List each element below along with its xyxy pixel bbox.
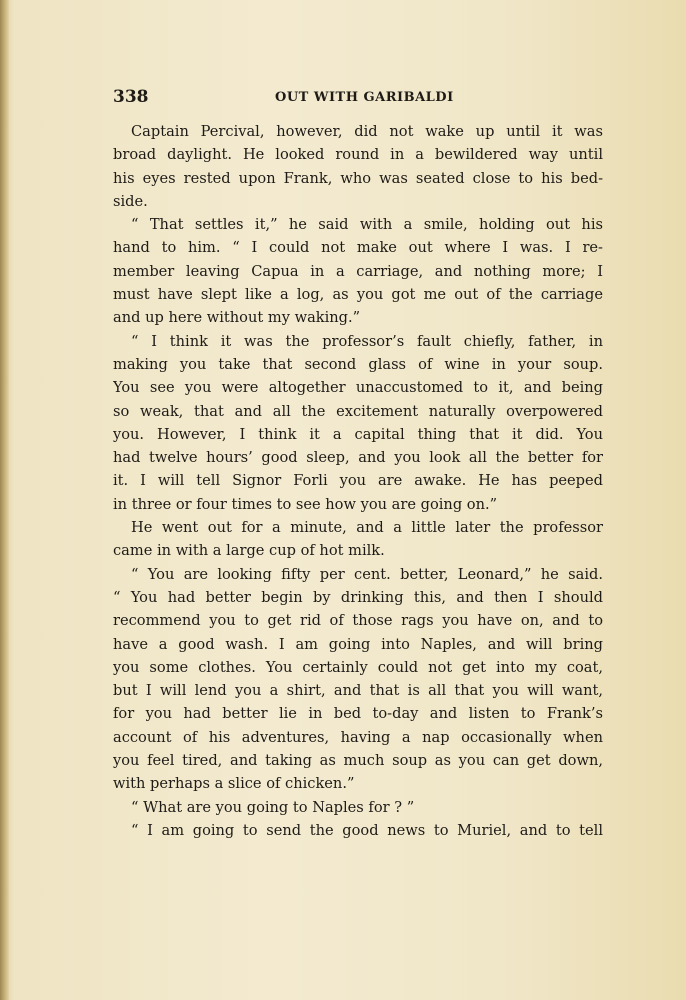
text-line: with perhaps a slice of chicken.” — [113, 775, 355, 793]
text-line: broad daylight. He looked round in a bewildered way until — [113, 146, 603, 164]
text-line: it. I will tell Signor Forli you are awake. He has peeped — [113, 472, 603, 490]
text-line: you feel tired, and taking as much soup as you can get down, — [113, 752, 603, 770]
text-line: so weak, that and all the excitement naturally overpowered — [113, 402, 603, 420]
page-number: 338 — [113, 87, 149, 107]
text-line: “ That settles it,” he said with a smile, holding out his — [131, 216, 603, 234]
text-line: you. However, I think it a capital thing that it did. You — [113, 425, 603, 443]
running-head: OUT WITH GARIBALDI — [275, 90, 454, 105]
text-line: you some clothes. You certainly could not get into my coat, — [113, 658, 603, 676]
text-line: hand to him. “ I could not make out where I was. I re- — [113, 239, 603, 257]
text-line: his eyes rested upon Frank, who was seated close to his bed- — [113, 169, 603, 187]
text-line: “ You had better begin by drinking this, and then I should — [113, 588, 603, 606]
text-line: “ I think it was the professor’s fault chiefly, father, in — [131, 332, 603, 350]
text-line: and up here without my waking.” — [113, 309, 361, 327]
text-line: came in with a large cup of hot milk. — [113, 542, 385, 560]
text-line: recommend you to get rid of those rags you have on, and to — [113, 612, 603, 630]
text-line: “ What are you going to Naples for ? ” — [131, 798, 415, 816]
page-header — [113, 86, 603, 112]
text-line: member leaving Capua in a carriage, and nothing more; I — [113, 262, 603, 280]
text-line: but I will lend you a shirt, and that is all that you will want, — [113, 682, 603, 700]
text-line: You see you were altogether unaccustomed to it, and being — [113, 379, 603, 397]
text-line: for you had better lie in bed to-day and listen to Frank’s — [113, 705, 603, 723]
body-text — [113, 120, 603, 842]
text-line: side. — [113, 192, 148, 210]
text-line: account of his adventures, having a nap occasionally when — [113, 728, 603, 746]
text-line: must have slept like a log, as you got me out of the carriage — [113, 286, 603, 304]
text-line: “ You are looking fifty per cent. better, Leonard,” he said. — [131, 565, 603, 583]
text-line: had twelve hours’ good sleep, and you look all the better for — [113, 449, 603, 467]
text-line: have a good wash. I am going into Naples, and will bring — [113, 635, 603, 653]
book-spine-edge — [0, 0, 9, 1000]
text-line: making you take that second glass of wine in your soup. — [113, 355, 603, 373]
text-line: “ I am going to send the good news to Muriel, and to tell — [131, 821, 603, 839]
text-line: Captain Percival, however, did not wake up until it was — [131, 123, 603, 140]
text-line: in three or four times to see how you are going on.” — [113, 495, 498, 513]
text-line: He went out for a minute, and a little later the professor — [131, 519, 603, 537]
